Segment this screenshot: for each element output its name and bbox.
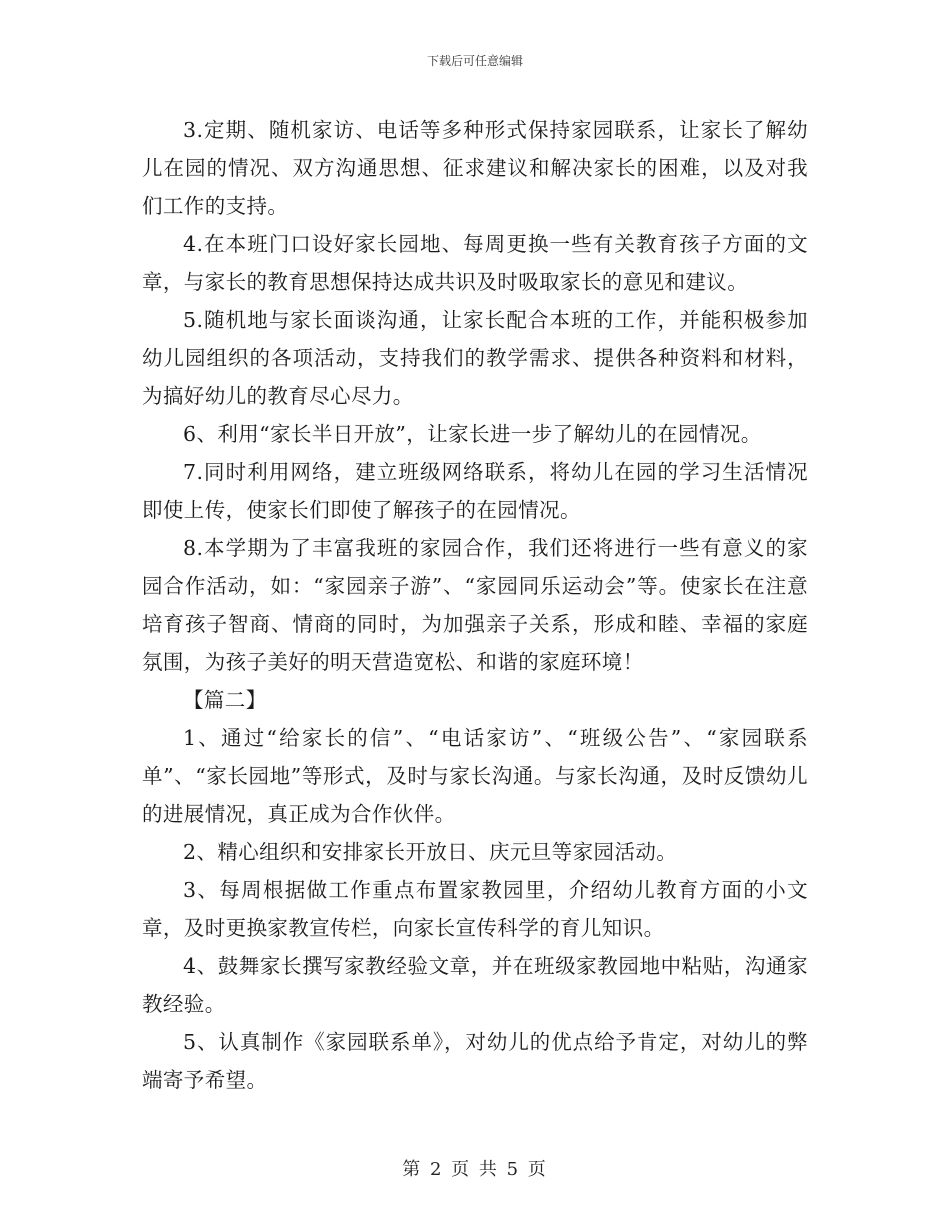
paragraph-item-5: 5.随机地与家长面谈沟通，让家长配合本班的工作，并能积极参加幼儿园组织的各项活动，支持我们的教学需求、提供各种资料和材料，为搞好幼儿的教育尽心尽力。 [142,308,808,408]
page-footer: 第 2 页 共 5 页 [402,1159,548,1180]
document-body [142,111,808,1099]
paragraph-item-6: 6、利用“家长半日开放”，让家长进一步了解幼儿的在园情况。 [183,422,762,446]
paragraph-part2-item-2: 2、精心组织和安排家长开放日、庆元旦等家园活动。 [183,840,678,864]
section-heading: 【篇二】 [183,688,267,712]
paragraph-item-8: 8.本学期为了丰富我班的家园合作，我们还将进行一些有意义的家园合作活动，如：“家园亲子游”、“家园同乐运动会”等。使家长在注意培育孩子智商、情商的同时，为加强亲子关系，形成和睦、幸福的家庭氛围，为孩子美好的明天营造宽松、和谐的家庭环境！ [142,536,808,674]
paragraph-part2-item-5: 5、认真制作《家园联系单》，对幼儿的优点给予肯定，对幼儿的弊端寄予希望。 [142,1030,808,1092]
paragraph-item-7: 7.同时利用网络，建立班级网络联系，将幼儿在园的学习生活情况即使上传，使家长们即使了解孩子的在园情况。 [142,460,808,522]
paragraph-item-4: 4.在本班门口设好家长园地、每周更换一些有关教育孩子方面的文章，与家长的教育思想保持达成共识及时吸取家长的意见和建议。 [142,232,808,294]
paragraph-item-3: 3.定期、随机家访、电话等多种形式保持家园联系，让家长了解幼儿在园的情况、双方沟通思想、征求建议和解决家长的困难，以及对我们工作的支持。 [142,118,808,218]
paragraph-part2-item-3: 3、每周根据做工作重点布置家教园里，介绍幼儿教育方面的小文章，及时更换家教宣传栏，向家长宣传科学的育儿知识。 [142,878,808,940]
paragraph-part2-item-1: 1、通过“给家长的信”、“电话家访”、“班级公告”、“家园联系单”、“家长园地”等形式，及时与家长沟通。与家长沟通，及时反馈幼儿的进展情况，真正成为合作伙伴。 [142,726,808,826]
paragraph-part2-item-4: 4、鼓舞家长撰写家教经验文章，并在班级家教园地中粘贴，沟通家教经验。 [142,954,808,1016]
page-header: 下载后可任意编辑 [426,54,523,68]
